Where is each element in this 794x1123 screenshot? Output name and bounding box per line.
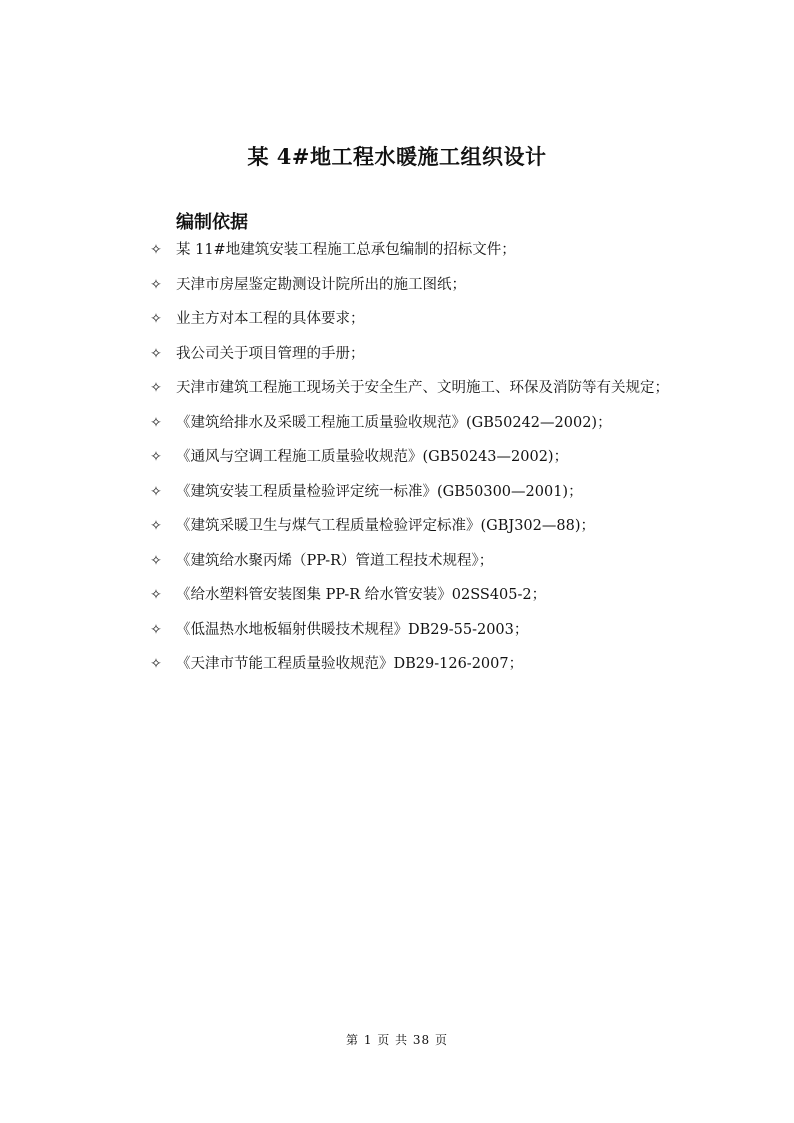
list-item-text: 《低温热水地板辐射供暖技术规程》DB29-55-2003；: [176, 621, 529, 638]
page-footer: 第 1 页 共 38 页: [346, 1033, 448, 1047]
basis-list: [0, 233, 794, 682]
document-title: 某 4#地工程水暖施工组织设计: [247, 144, 547, 169]
list-item: [0, 509, 794, 544]
list-item-text: 《给水塑料管安装图集 PP-R 给水管安装》02SS405-2；: [176, 587, 547, 603]
list-item-text: 某 11#地建筑安装工程施工总承包编制的招标文件；: [176, 242, 516, 258]
list-item-text: 《天津市节能工程质量验收规范》DB29-126-2007；: [176, 656, 524, 672]
list-item: [0, 544, 794, 579]
list-item-text: 天津市房屋鉴定勘测设计院所出的施工图纸；: [176, 276, 466, 293]
diamond-bullet-icon: ✧: [150, 380, 162, 396]
list-item: [0, 233, 794, 268]
diamond-bullet-icon: ✧: [150, 587, 162, 603]
list-item-text: 《建筑安装工程质量检验评定统一标准》(GB50300—2001)；: [176, 483, 583, 500]
diamond-bullet-icon: ✧: [150, 552, 162, 569]
diamond-bullet-icon: ✧: [150, 621, 162, 638]
diamond-bullet-icon: ✧: [150, 242, 162, 258]
diamond-bullet-icon: ✧: [150, 276, 162, 293]
list-item-text: 天津市建筑工程施工现场关于安全生产、文明施工、环保及消防等有关规定；: [176, 380, 669, 396]
list-item: [0, 475, 794, 510]
section-heading: 编制依据: [176, 212, 248, 233]
diamond-bullet-icon: ✧: [150, 449, 162, 465]
list-item: [0, 371, 794, 406]
diamond-bullet-icon: ✧: [150, 311, 162, 327]
list-item-text: 我公司关于项目管理的手册；: [176, 345, 365, 362]
list-item-text: 《建筑给水聚丙烯（PP-R）管道工程技术规程》；: [176, 552, 494, 569]
list-item: [0, 268, 794, 303]
list-item: [0, 302, 794, 337]
list-item-text: 《通风与空调工程施工质量验收规范》(GB50243—2002)；: [176, 449, 569, 465]
diamond-bullet-icon: ✧: [150, 483, 162, 500]
list-item: [0, 647, 794, 682]
list-item-text: 《建筑给排水及采暖工程施工质量验收规范》(GB50242—2002)；: [176, 414, 612, 431]
diamond-bullet-icon: ✧: [150, 414, 162, 431]
diamond-bullet-icon: ✧: [150, 518, 162, 534]
list-item-text: 业主方对本工程的具体要求；: [176, 311, 365, 327]
list-item: [0, 337, 794, 372]
diamond-bullet-icon: ✧: [150, 345, 162, 362]
diamond-bullet-icon: ✧: [150, 656, 162, 672]
list-item-text: 《建筑采暖卫生与煤气工程质量检验评定标准》(GBJ302—88)；: [176, 518, 595, 534]
list-item: [0, 440, 794, 475]
list-item: [0, 578, 794, 613]
list-item: [0, 613, 794, 648]
list-item: [0, 406, 794, 441]
